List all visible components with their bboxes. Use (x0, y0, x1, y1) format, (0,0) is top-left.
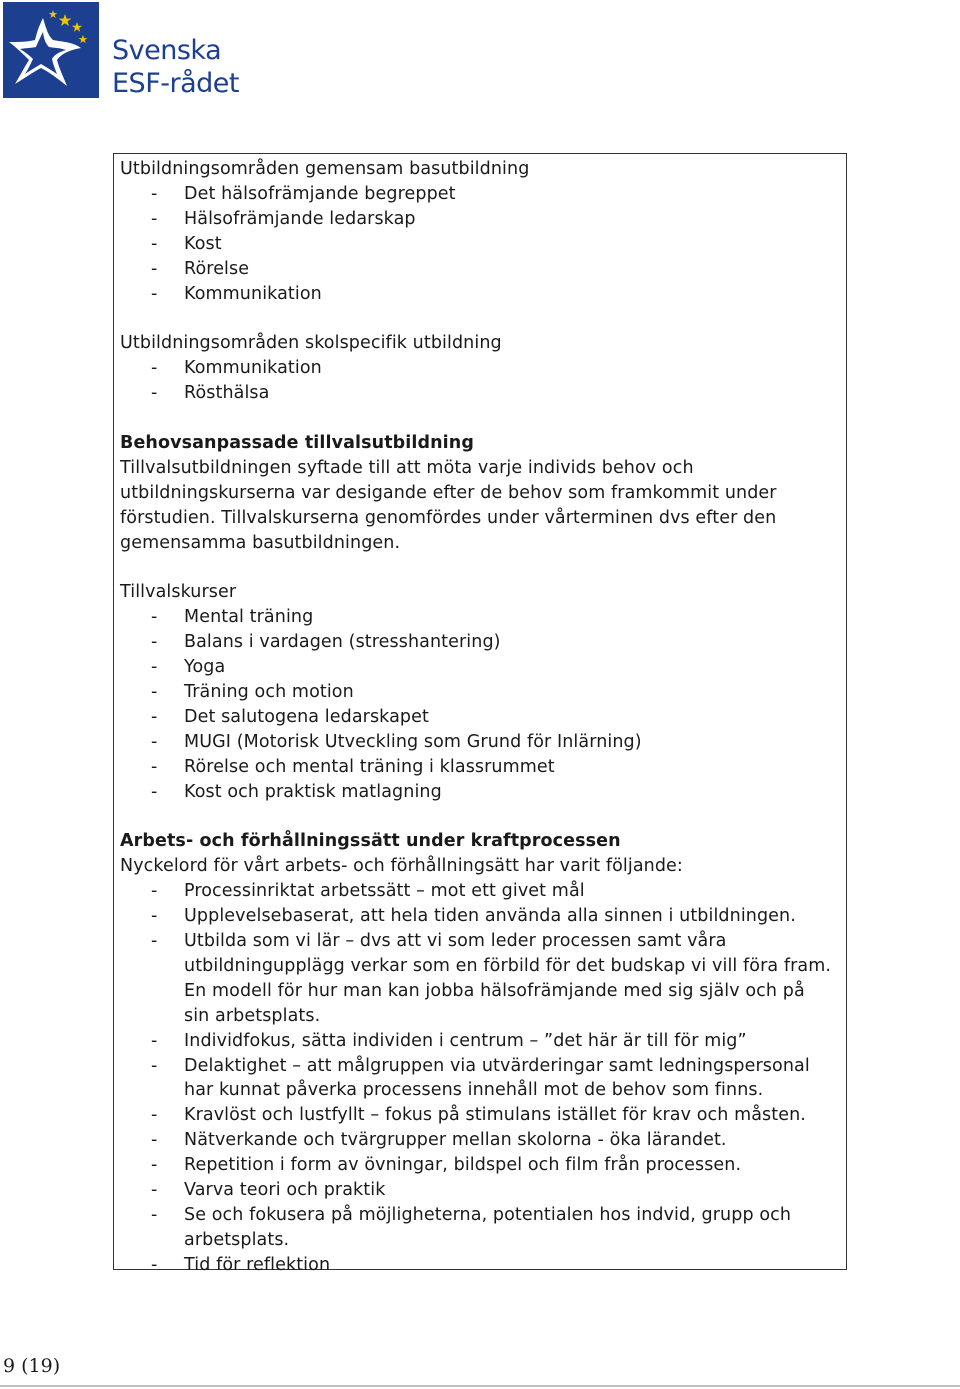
list-item: - Individfokus, sätta individen i centrum – ”det här är till för mig” (151, 1030, 747, 1051)
list-item: - Rörelse (151, 258, 250, 279)
list-item: - Balans i vardagen (stresshantering) (151, 632, 501, 653)
logo-wordmark (112, 34, 239, 100)
list-item: - Yoga (151, 657, 226, 678)
list-item: - Hälsofrämjande ledarskap (151, 208, 416, 229)
list-item: - Kommunikation (151, 283, 322, 304)
list-item: - Det hälsofrämjande begreppet (151, 183, 456, 204)
list-item: - Repetition i form av övningar, bildspel och film från processen. (151, 1155, 742, 1176)
list-item: - Se och fokusera på möjligheterna, potentialen hos indvid, grupp och arbetsplats. (151, 1205, 792, 1250)
list-item: - Nätverkande och tvärgrupper mellan skolorna - öka lärandet. (151, 1130, 727, 1151)
footer-divider (0, 1385, 960, 1387)
star-icon (3, 2, 99, 98)
list-item: - Processinriktat arbetssätt – mot ett givet mål (151, 881, 585, 902)
intro-line: Nyckelord för vårt arbets- och förhållningsätt har varit följande: (120, 856, 683, 877)
document-body (120, 157, 842, 1278)
page-number: 9 (19) (3, 1355, 61, 1377)
list-item: - Mental träning (151, 607, 314, 628)
list-item: - Delaktighet – att målgruppen via utvärderingar samt ledningspersonal har kunnat påverka processens innehåll mot de behov som finns. (151, 1055, 810, 1101)
list-item: - Kravlöst och lustfyllt – fokus på stimulans istället för krav och måsten. (151, 1105, 806, 1126)
section-heading-bold: Arbets- och förhållningssätt under kraftprocessen (120, 831, 621, 852)
list-item: - Utbilda som vi lär – dvs att vi som leder processen samt våra utbildningupplägg verkar som en förbild för det budskap vi vill föra fram. En modell för hur man kan jobba hälsofrämjande med sig själv och på sin arbetsplats. (151, 931, 832, 1026)
logo-emblem (3, 2, 99, 98)
paragraph-line: förstudien. Tillvalskurserna genomfördes under vårterminen dvs efter den (120, 507, 777, 528)
list-item: - Tid för reflektion (151, 1254, 331, 1275)
list-item: - Träning och motion (151, 681, 354, 702)
list-item: - Varva teori och praktik (151, 1180, 386, 1201)
list-item: - Kost (151, 233, 222, 254)
section-heading: Utbildningsområden gemensam basutbildning (120, 159, 530, 179)
logo-line-1: Svenska (112, 35, 222, 66)
paragraph-line: Tillvalsutbildningen syftade till att möta varje individs behov och (120, 457, 694, 478)
section-heading-bold: Behovsanpassade tillvalsutbildning (120, 432, 474, 453)
logo-line-2: ESF-rådet (112, 68, 239, 99)
list-item: - Kommunikation (151, 358, 322, 379)
list-item: - Rörelse och mental träning i klassrummet (151, 756, 555, 777)
section-heading: Tillvalskurser (120, 582, 237, 603)
esf-logo (3, 2, 239, 100)
paragraph-line: utbildningskurserna var desigande efter de behov som framkommit under (120, 482, 777, 503)
list-item: - Rösthälsa (151, 383, 270, 404)
list-item: - Det salutogena ledarskapet (151, 706, 429, 727)
section-heading: Utbildningsområden skolspecifik utbildning (120, 333, 502, 354)
list-item: - MUGI (Motorisk Utveckling som Grund för Inlärning) (151, 731, 642, 752)
list-item: - Upplevelsebaserat, att hela tiden använda alla sinnen i utbildningen. (151, 906, 796, 927)
list-item: - Kost och praktisk matlagning (151, 781, 442, 802)
paragraph-line: gemensamma basutbildningen. (120, 532, 401, 553)
